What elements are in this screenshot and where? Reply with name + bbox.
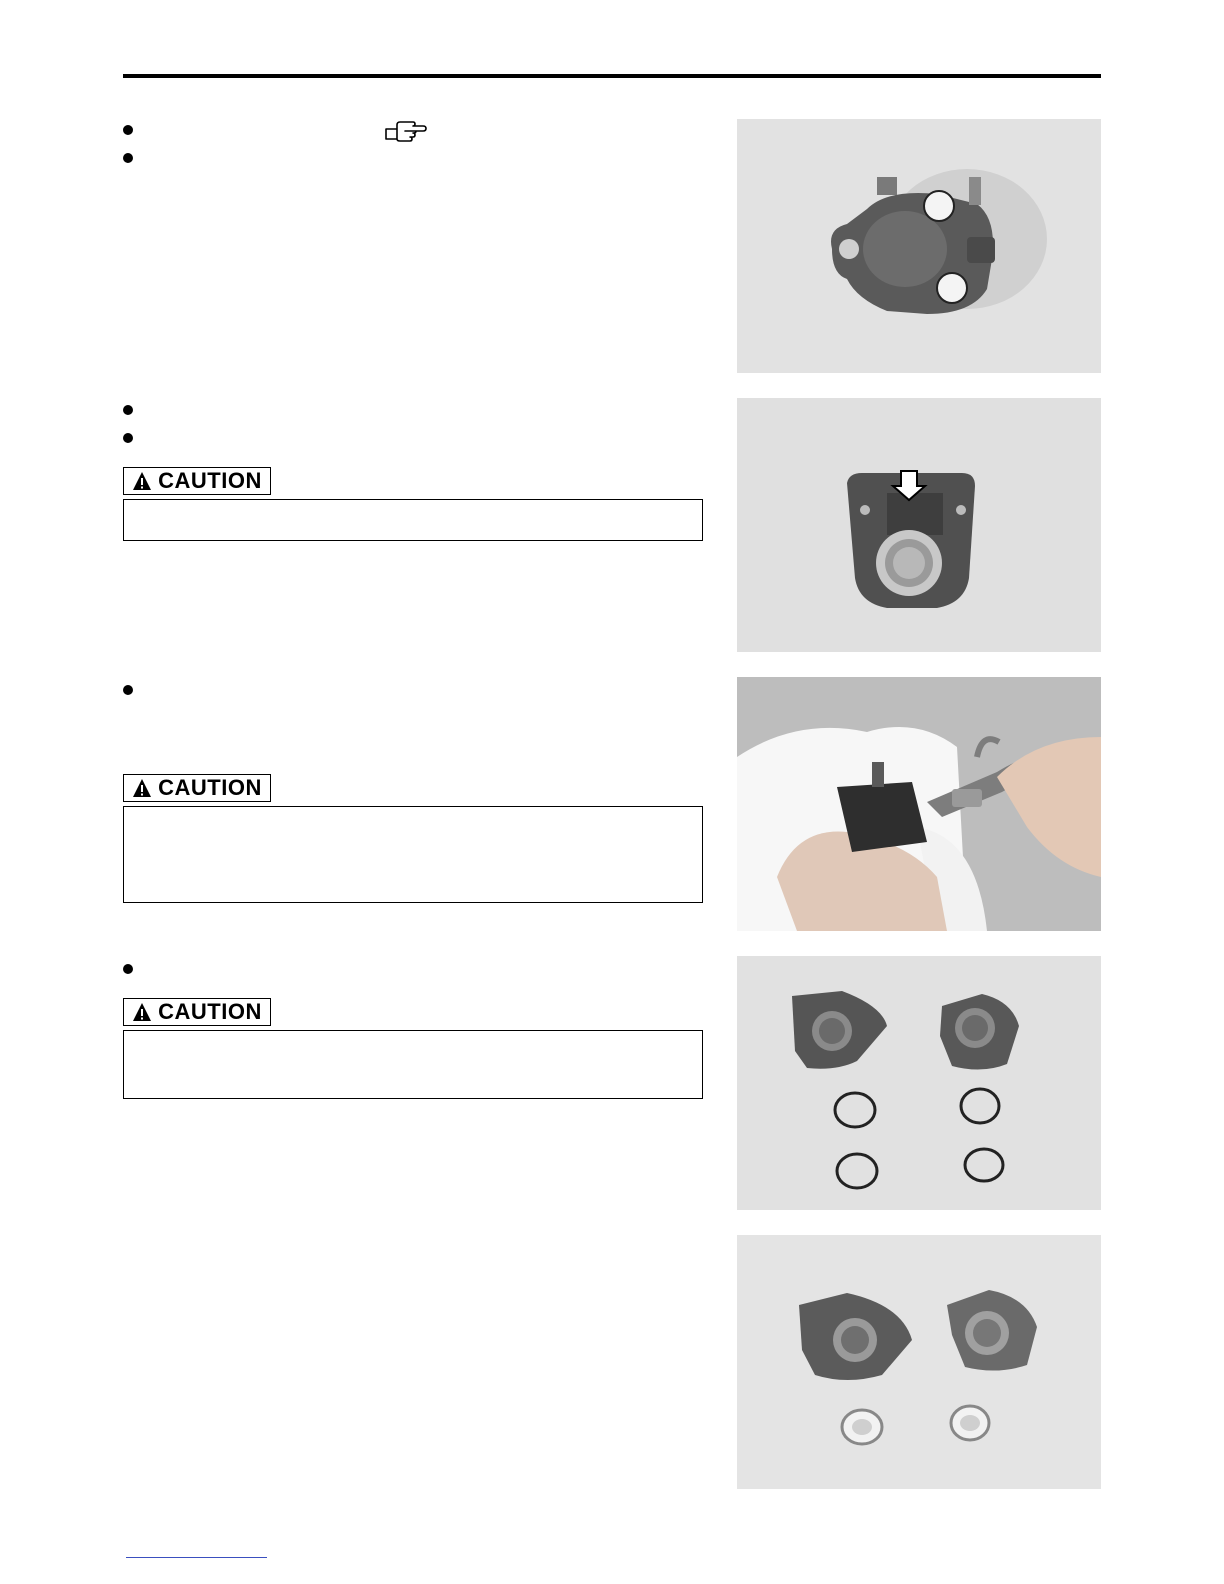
warning-triangle-icon xyxy=(132,778,152,798)
caution-text: CAUTION xyxy=(158,775,262,800)
caution-text: CAUTION xyxy=(158,468,262,493)
caliper-halves-pistons-photo xyxy=(737,1235,1101,1489)
caution-box xyxy=(123,1030,703,1099)
pointing-hand-icon xyxy=(383,119,427,143)
caliper-assembly-photo xyxy=(737,119,1101,373)
caution-label xyxy=(123,774,271,802)
warning-triangle-icon xyxy=(132,471,152,491)
bullet xyxy=(123,685,133,695)
bullet xyxy=(123,125,133,135)
caliper-half-photo xyxy=(737,398,1101,652)
bullet xyxy=(123,964,133,974)
caliper-halves-seals-photo xyxy=(737,956,1101,1210)
header-rule xyxy=(123,74,1101,78)
air-blow-piston-photo xyxy=(737,677,1101,931)
caution-label xyxy=(123,467,271,495)
warning-triangle-icon xyxy=(132,1002,152,1022)
bullet xyxy=(123,433,133,443)
bullet xyxy=(123,405,133,415)
caution-box xyxy=(123,499,703,541)
bullet xyxy=(123,153,133,163)
caution-text: CAUTION xyxy=(158,999,262,1024)
caution-label xyxy=(123,998,271,1026)
footer-link-underline[interactable] xyxy=(126,1557,267,1558)
caution-box xyxy=(123,806,703,903)
